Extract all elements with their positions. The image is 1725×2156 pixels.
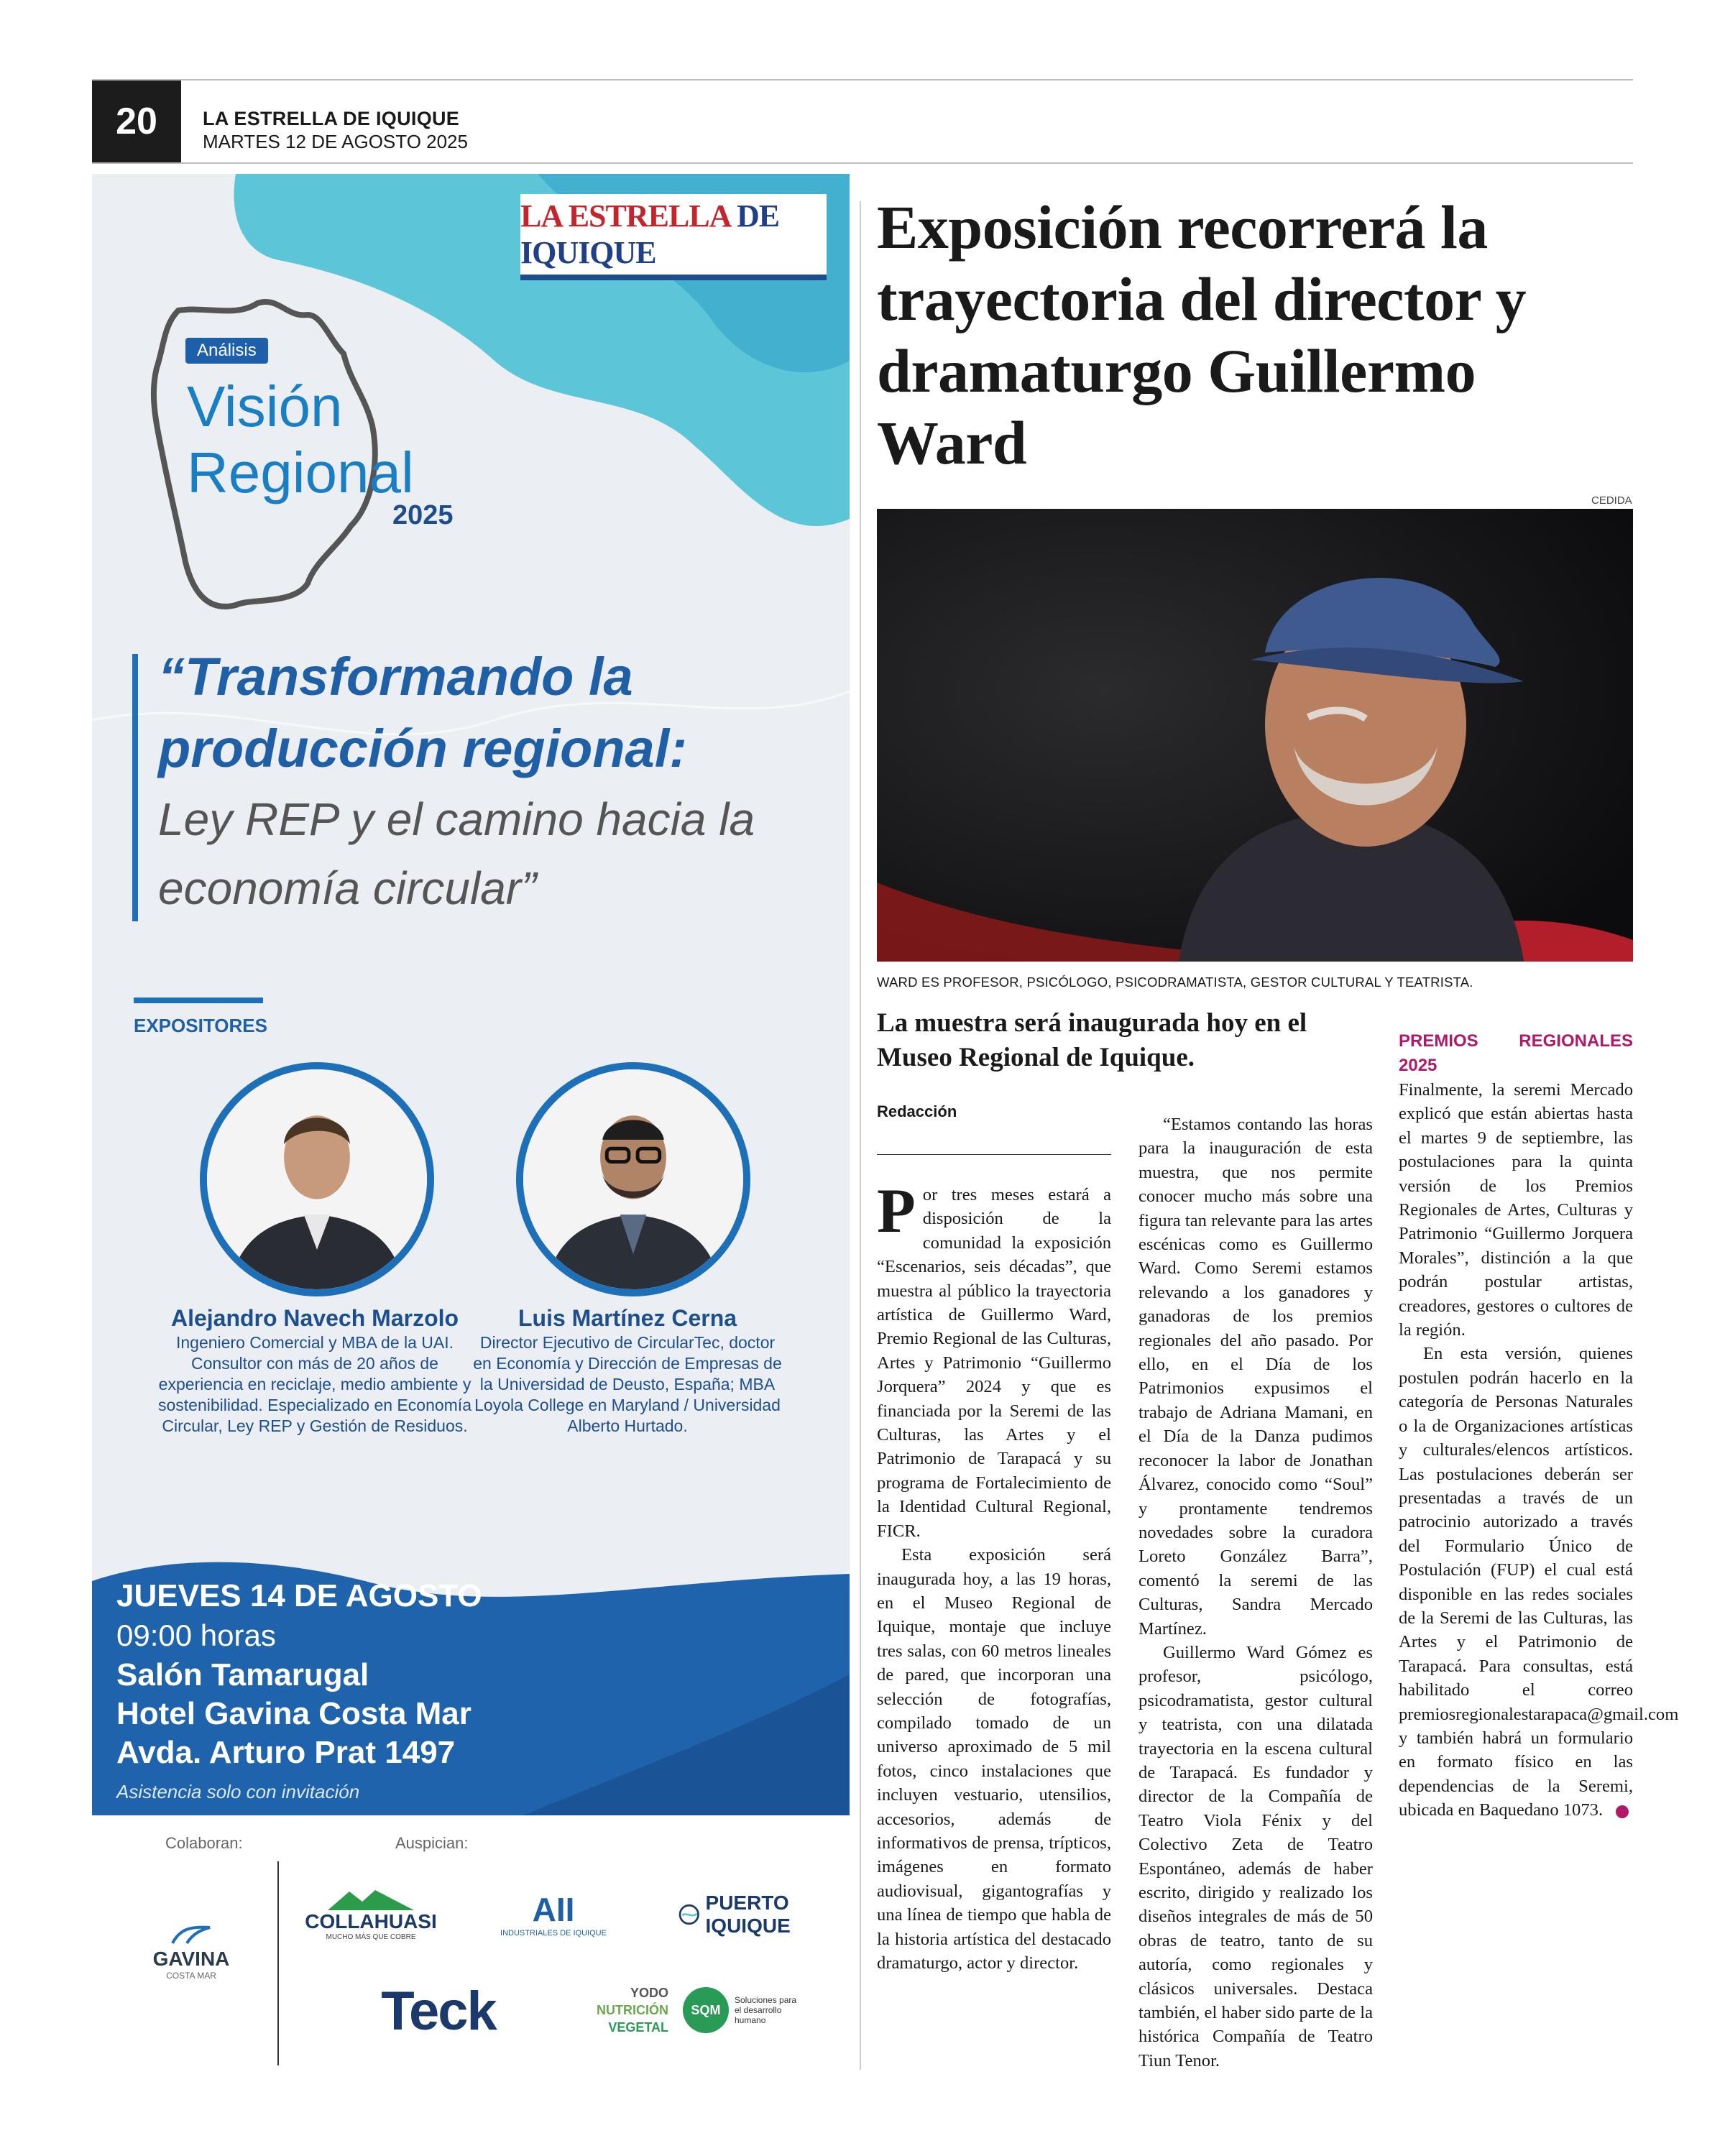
issue-date: MARTES 12 DE AGOSTO 2025 [203,131,468,152]
header-rule [92,162,1633,164]
puerto-iquique-logo: PUERTO IQUIQUE [678,1879,822,1950]
gavina-logo: GAVINA COSTA MAR [134,1912,249,1991]
series-year: 2025 [392,500,454,530]
speaker-1-name: Alejandro Navech Marzolo [170,1305,459,1331]
speaker-2-avatar [516,1062,750,1296]
event-address: Avda. Arturo Prat 1497 [116,1735,456,1770]
estrella-logo: LA ESTRELLA DE IQUIQUE [520,194,827,280]
event-time: 09:00 horas [116,1618,276,1652]
newspaper-name: LA ESTRELLA DE IQUIQUE [203,108,460,129]
speaker-1-bio: Ingeniero Comercial y MBA de la UAI. Consultor con más de 20 años de experiencia en reciclaje, medio ambiente y sostenibilidad. Especializado en Economía Circular, Ley REP y Gestión de Residuos. [158,1333,472,1435]
event-room: Salón Tamarugal [116,1657,369,1692]
article-photo [877,509,1633,962]
speaker-2-name: Luis Martínez Cerna [518,1305,737,1331]
top-rule [92,79,1633,80]
sqm-logo: SQM Soluciones para el desarrollo humano [680,1978,802,2042]
quote-accent-bar [132,654,138,921]
teck-logo: Teck [381,1980,496,2042]
page-number: 20 [92,80,181,162]
article-column-1: Por tres meses estará a disposición de la comunidad la exposición “Escenarios, seis décadas”, que muestra al público la trayectoria artística de Guillermo Ward, Premio Regional de las Culturas, Artes y Patrimonio “Guillermo Jorquera” 2024 y que es financiada por la Seremi de las Culturas, las Artes y el Patrimonio de Tarapacá y su programa de Fortalecimiento de la Identidad Cultural Regional, FICR. Esta exposición será inaugurada hoy, a las 19 horas, en el Museo Regional de Iquique, montaje que incluye tres salas, con 60 metros lineales de pared, que incorporan una selección de fotografías, compilado tomado de un universo aproximado de 5 mil fotos, cinco instalaciones que incluyen vestuario, utensilios, accesorios, además de informativos de prensa, trípticos, imágenes en formato audiovisual, gigantografías y una línea de tiempo que habla de la historia artística del destacado dramaturgo, actor y director. [877,1176,1111,1973]
article-column-3: PREMIOS REGIONALES 2025 Finalmente, la seremi Mercado explicó que están abiertas hasta el martes 9 de septiembre, las postulaciones para la quinta versión de los Premios Regionales de Artes, Culturas y Patrimonio “Guillermo Jorquera Morales”, distinción a la que podrán postular artistas, creadores, gestores o cultores de la región. En esta versión, quienes postulen podrán hacerlo en la categoría de Personas Naturales o la de Organizaciones artísticas y culturales/elencos artísticos. Las postulaciones deberán ser presentadas a través de un patrocinio autorizado a través del Formulario Único de Postulación (FUP) el cual está disponible en las redes sociales de la Seremi de las Culturas, las Artes y el Patrimonio de Tarapacá. Para consultas, está habilitado el correo premiosregionalestarapaca@gmail.com y también habrá un formulario en formato físico en las dependencias de la Seremi, ubicada en Baquedano 1073. [1399,1016,1633,1823]
event-note: Asistencia solo con invitación [116,1781,360,1802]
speaker-2-bio: Director Ejecutivo de CircularTec, doctor en Economía y Dirección de Empresas de la Universidad de Deusto, España; MBA Loyola College en Maryland / Universidad Alberto Hurtado. [473,1333,782,1435]
photo-credit: CEDIDA [1591,494,1632,507]
speakers-accent-bar [134,998,263,1003]
article-headline: Exposición recorrerá la trayectoria del director y dramaturgo Guillermo Ward [877,193,1527,477]
photo-caption: WARD ES PROFESOR, PSICÓLOGO, PSICODRAMATISTA, GESTOR CULTURAL Y TEATRISTA. [877,975,1473,990]
byline-rule [877,1154,1111,1155]
sponsors-label: Auspician: [395,1834,469,1852]
bird-icon [170,1922,213,1948]
drop-cap: P [877,1176,916,1246]
article-column-2: “Estamos contando las horas para la inauguración de esta muestra, que nos permite conocer mucho más sobre una figura tan relevante para las artes escénicas como es Guillermo Ward. Como Seremi estamos relevando a los ganadores y ganadoras de los premios regionales del año pasado. Por ello, en el Día de los Patrimonios expusimos el trabajo de Adriana Mamani, en el Día de la Danza pudimos reconocer la labor de Jonathan Álvarez, conocido como “Soul” y prontamente tendremos novedades sobre la curadora Loreto González Barra”, comentó la seremi de las Culturas, Sandra Mercado Martínez. Guillermo Ward Gómez es profesor, psicólogo, psicodramatista, gestor cultural y teatrista, con una dilatada trayectoria en la escena cultural de Tarapacá. Es fundador y director de la Compañía de Teatro Viola Fénix y del Colectivo Zeta de Teatro Espontáneo, además de haber escrito, dirigido y realizado los diseños integrales de más de 50 obras de teatro, tanto de su autoría, como regionales y clásicos universales. Destaca también, el haber sido parte de la histórica Compañía de Teatro Tiun Tenor. [1138,1115,1373,2070]
column-divider [860,201,861,2070]
article-lede: La muestra será inaugurada hoy en el Museo Regional de Iquique. [877,1008,1307,1072]
event-title: “Transformando la producción regional: [158,647,687,778]
yodo-logo: YODO NUTRICIÓN VEGETAL [597,1986,668,2035]
article-byline: Redacción [877,1102,957,1120]
speaker-1-avatar [200,1062,434,1296]
collaborators-label: Colaboran: [165,1834,243,1852]
event-subtitle: Ley REP y el camino hacia la economía circular” [158,793,755,914]
event-hotel: Hotel Gavina Costa Mar [116,1696,472,1731]
event-date: JUEVES 14 DE AGOSTO [116,1578,482,1613]
section-subhead: PREMIOS REGIONALES 2025 [1399,1031,1633,1075]
mountain-icon [328,1889,414,1910]
speakers-label: EXPOSITORES [134,1015,267,1036]
industriales-logo: AII INDUSTRIALES DE IQUIQUE [500,1891,607,1938]
analysis-tag: Análisis [185,338,268,364]
article-end-icon [1616,1805,1629,1818]
port-wave-icon [678,1899,700,1930]
series-title: Visión Regional [187,374,414,505]
event-advertisement [92,174,850,1815]
sponsors-divider [277,1861,279,2065]
collahuasi-logo: COLLAHUASI MUCHO MÁS QUE COBRE [299,1879,443,1950]
